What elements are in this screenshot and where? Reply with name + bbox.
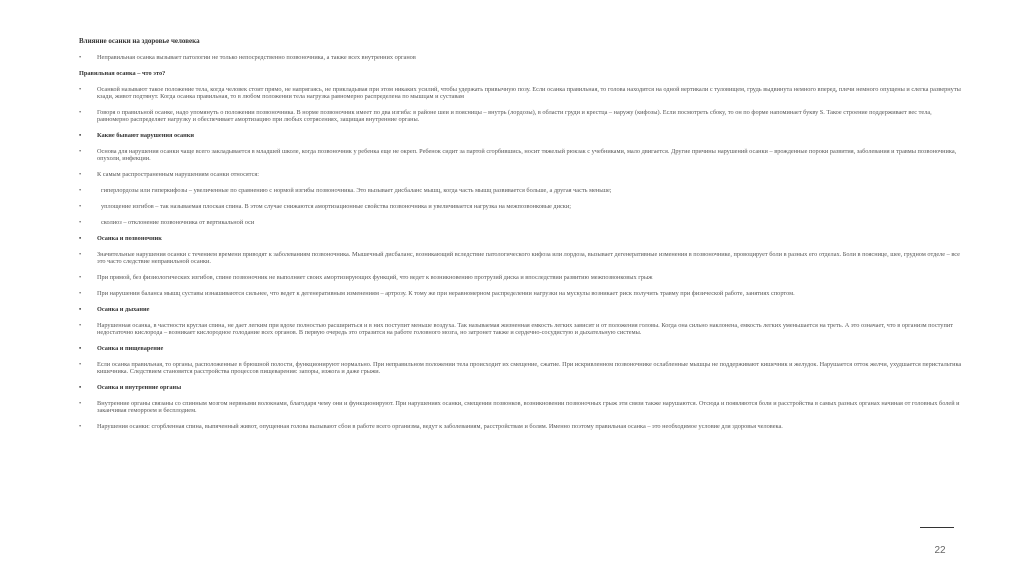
sub-list-item — [79, 219, 964, 226]
footer-divider — [920, 527, 954, 528]
sub-list-item — [79, 187, 964, 194]
list-item-text: Неправильная осанка вызывает патологии не только непосредственно позвоночника, а также всех внутренних органов — [97, 54, 416, 61]
list-item-text: При прямой, без физиологических изгибов, спине позвоночник не выполняет своих амортизирующих функций, что ведет к возникновению протрузий диска и впоследствии развитию межпозвонковых грыж — [97, 274, 653, 281]
list-item — [79, 290, 964, 297]
bullet-dot-icon: • — [79, 86, 82, 93]
list-item-text: Говоря о правильной осанке, надо упомянуть о положении позвоночника. В норме позвоночник имеет по два изгиба: в районе шеи и поясницы – внутрь (лордозы), в области груди и крестца – наружу (кифозы). Если посмотреть сбоку, то он по форме напоминает букву S. Такое строение поддерживает вес тела, равномерно распределяет нагрузку и обеспечивает амортизацию при любых сотрясениях, защищая внутренние органы. — [97, 109, 932, 123]
page-number: 22 — [934, 545, 946, 556]
slide-title: Влияние осанки на здоровье человека — [79, 37, 200, 45]
list-item — [79, 423, 964, 430]
list-item-text: Осанка и дыхание — [97, 306, 150, 313]
bullet-dot-icon: • — [79, 54, 82, 61]
bullet-dot-icon: • — [79, 235, 82, 242]
bullet-dot-icon: • — [79, 274, 82, 281]
list-item-text: При нарушении баланса мышц суставы изнашиваются сильнее, что ведет к дегенеративным изменениям – артрозу. К тому же при неравномерном распределении нагрузки на мускулы возникает риск получить травму при физической работе, занятиях спортом. — [97, 290, 795, 297]
bullet-dot-icon: • — [79, 384, 82, 391]
bullet-dot-icon: • — [79, 187, 82, 194]
bullet-dot-icon: • — [79, 219, 82, 226]
list-item — [79, 171, 964, 178]
list-item-text: Основа для нарушения осанки чаще всего закладывается в младшей школе, когда позвоночник у ребенка еще не окреп. Ребенок сидит за партой сгорбившись, носит тяжелый рюкзак с учебниками, мало двигается. Другие причины нарушений осанки – врожденные пороки развития, заболевания и травмы позвоночника, опухоли, инфекции. — [97, 148, 957, 162]
list-item-text: Осанка и пищеварение — [97, 345, 164, 352]
slide-content — [79, 38, 964, 439]
list-item-text: Какие бывают нарушения осанки — [97, 132, 195, 139]
list-item-text: Если осанка правильная, то органы, расположенные в брюшной полости, функционируют нормально. При неправильном положении тела происходит их смещение, сжатие. При искривленном позвоночнике ослабленные мышцы не поддерживают кишечник и желудок. Нарушается отток желчи, ухудшается перистальтика кишечника. Следствием становятся расстройства процессов пищеварения: запоры, изжога и даже грыжи. — [97, 361, 962, 375]
list-item-text: уплощение изгибов – так называемая плоская спина. В этом случае снижаются амортизационные свойства позвоночника и увеличивается нагрузка на межпозвонковые диски; — [101, 203, 571, 210]
list-item-text: гиперлордозы или гиперкифозы – увеличенные по сравнению с нормой изгибы позвоночника. Это вызывает дисбаланс мышц, когда часть мышц развивается больше, а другая часть меньше; — [101, 187, 612, 194]
list-item-text: Осанка и внутренние органы — [97, 384, 182, 391]
list-item — [79, 361, 964, 375]
bullet-dot-icon: • — [79, 361, 82, 368]
bullet-dot-icon: • — [79, 400, 82, 407]
bullet-dot-icon: • — [79, 171, 82, 178]
list-item — [79, 54, 964, 61]
sub-list-item — [79, 203, 964, 210]
list-item — [79, 274, 964, 281]
list-item — [79, 148, 964, 162]
section-heading: Правильная осанка – что это? — [79, 70, 166, 77]
bullet-dot-icon: • — [79, 132, 82, 139]
list-item-text: Нарушения осанки: сгорбленная спина, выпяченный живот, опущенная голова вызывают сбои в работе всего организма, ведут к заболеваниям, расстройствам и болям. Именно поэтому правильная осанка – это необходимое условие для здоровья человека. — [97, 423, 783, 430]
bullet-list — [79, 54, 964, 430]
bullet-dot-icon: • — [79, 345, 82, 352]
bullet-dot-icon: • — [79, 322, 82, 329]
bullet-dot-icon: • — [79, 290, 82, 297]
list-item — [79, 86, 964, 100]
bullet-dot-icon: • — [79, 148, 82, 155]
section-bullet — [79, 345, 964, 352]
list-item-text: Внутренние органы связаны со спинным мозгом нервными волокнами, благодаря чему они и функционируют. При нарушениях осанки, смещении позвонков, возникновении позвоночных грыж эти связи также нарушаются. Отсюда и появляются боли и расстройства в самых разных органах начиная от головных болей и заканчивая геморроем и бесплодием. — [97, 400, 960, 414]
bullet-dot-icon: • — [79, 306, 82, 313]
section-bullet — [79, 306, 964, 313]
bullet-dot-icon: • — [79, 423, 82, 430]
section-bullet — [79, 235, 964, 242]
bullet-dot-icon: • — [79, 109, 82, 116]
list-item-text: К самым распространенным нарушениям осанки относятся: — [97, 171, 260, 178]
list-item-text: Значительные нарушения осанки с течением времени приводят к заболеваниям позвоночника. Мышечный дисбаланс, возникающий вследствие патологического кифоза или лордоза, вызывает дегенеративные изменения в позвоночнике, провоцирует боли в разных его отделах. Боли в пояснице, шее, грудном отделе – все это часто следствие неправильной осанки. — [97, 251, 960, 265]
list-item-text: Осанка и позвоночник — [97, 235, 162, 242]
list-item-text: Осанкой называют такое положение тела, когда человек стоит прямо, не напрягаясь, не прикладывая при этом никаких усилий, чтобы удержать привычную позу. Если осанка правильная, то голова находится на одной вертикали с туловищем, грудь выдвинута немного вперед, плечи немного опущены и слегка развернуты кзади, живот подтянут. Когда осанка правильная, то в любом положении тела нагрузка равномерно распределена по мышцам и суставам — [97, 86, 961, 100]
list-item — [79, 251, 964, 265]
list-item-text: сколиоз – отклонение позвоночника от вертикальной оси — [101, 219, 255, 226]
section-bullet — [79, 132, 964, 139]
bullet-dot-icon: • — [79, 203, 82, 210]
list-item — [79, 322, 964, 336]
list-item-text: Нарушенная осанка, в частности круглая спина, не дает легким при вдохе полностью расшириться и в них поступит меньше воздуха. Так называемая жизненная емкость легких зависит и от положения головы. Когда она сильно наклонена, емкость легких уменьшается на треть. А это означает, что в организм поступит недостаточно кислорода – возникает кислородное голодание всех органов. В первую очередь это отразится на работе головного мозга, но затронет также и сердечно-сосудистую и дыхательную системы. — [97, 322, 953, 336]
section-bullet — [79, 384, 964, 391]
list-item — [79, 109, 964, 123]
list-item — [79, 400, 964, 414]
bullet-dot-icon: • — [79, 251, 82, 258]
